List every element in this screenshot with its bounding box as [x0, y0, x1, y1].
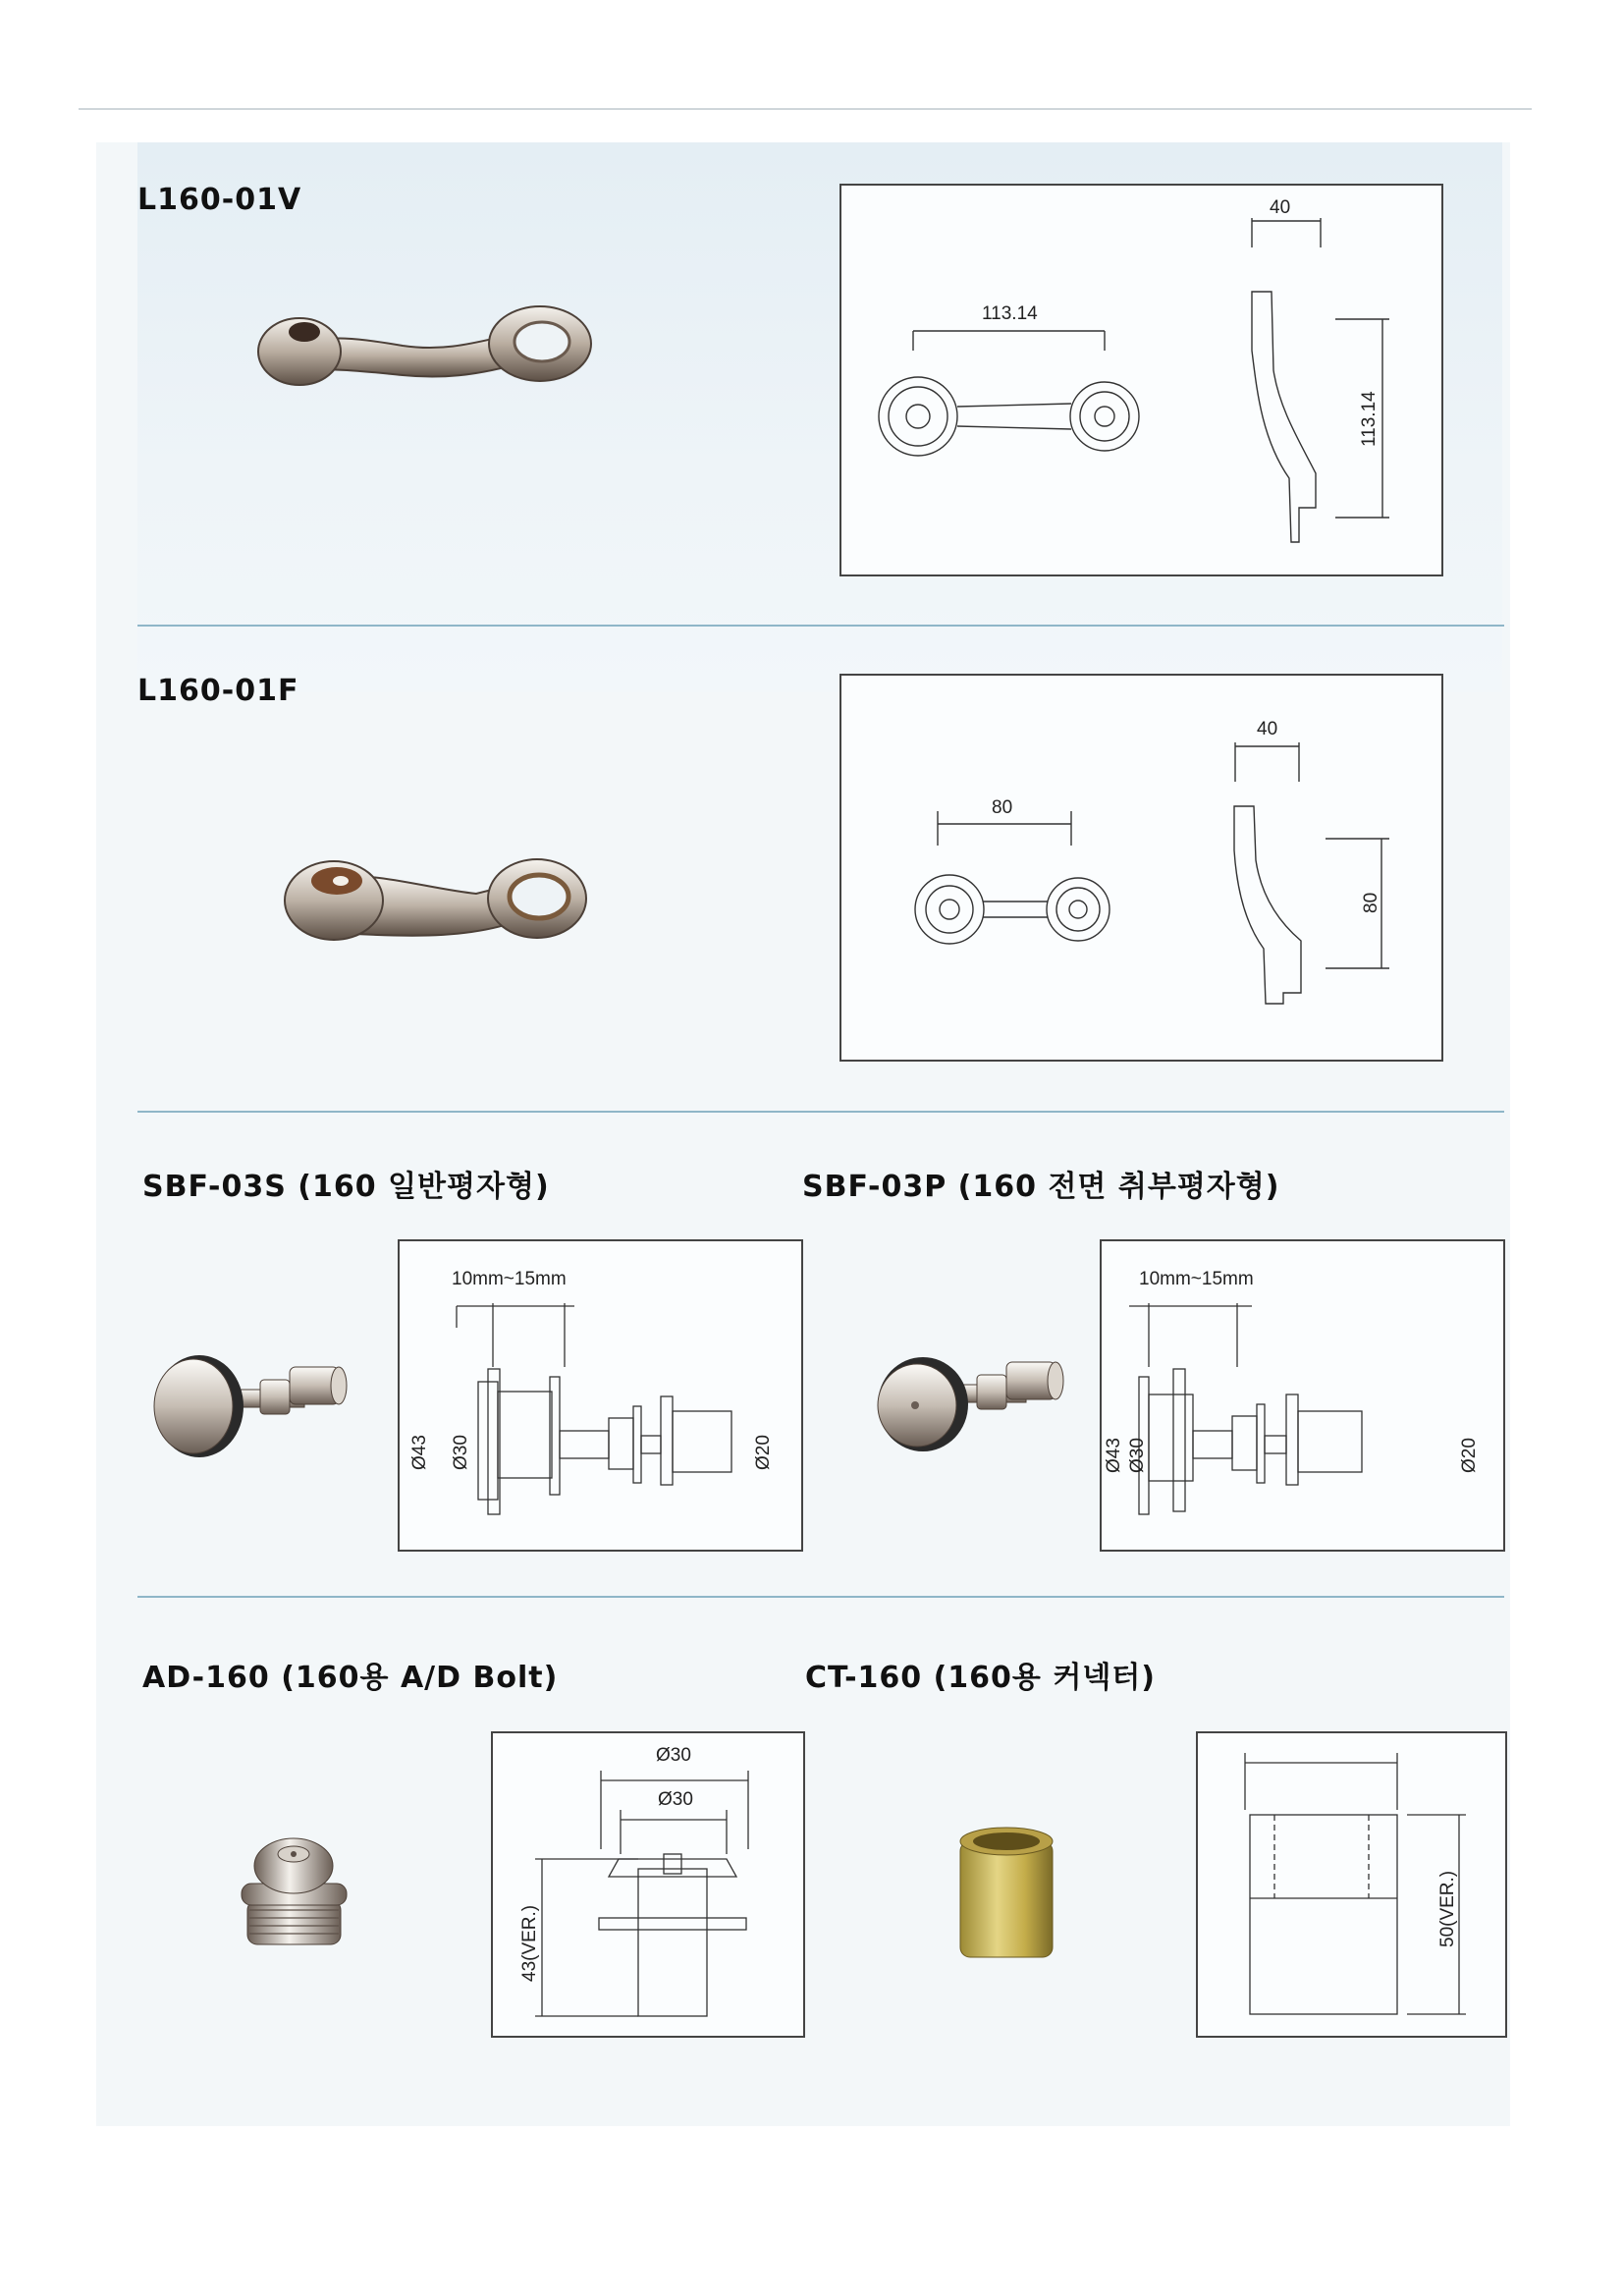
product-photo-l160-01f [280, 840, 594, 967]
dim-d1-sbf-03p: Ø43 [1104, 1438, 1124, 1473]
section-divider [137, 1596, 1504, 1598]
dim-d1-sbf-03s: Ø43 [409, 1435, 430, 1470]
dim-top-ad-160: Ø30 [656, 1745, 691, 1766]
product-photo-ad-160 [238, 1836, 351, 1964]
dim-height-ad-160: 43(VER.) [519, 1904, 540, 1982]
dim-height-l160-01f: 80 [1361, 892, 1381, 913]
technical-drawing-l160-01v [839, 184, 1443, 576]
dim-d3-sbf-03p: Ø20 [1459, 1438, 1480, 1473]
dim-range-sbf-03s: 10mm~15mm [452, 1269, 567, 1289]
technical-drawing-sbf-03p [1100, 1239, 1505, 1552]
dim-inner-ad-160: Ø30 [658, 1789, 693, 1810]
section-title-l160-01f: L160-01F [137, 674, 299, 708]
product-photo-ct-160 [952, 1822, 1060, 1969]
section-divider [137, 625, 1504, 627]
section-title-sbf-03p: SBF-03P (160 전면 취부평자형) [802, 1170, 1280, 1204]
technical-drawing-l160-01f [839, 674, 1443, 1062]
dim-d2-sbf-03s: Ø30 [451, 1435, 471, 1470]
dim-thickness-l160-01v: 40 [1270, 197, 1291, 218]
product-photo-sbf-03s [152, 1336, 353, 1473]
dim-width-l160-01f: 80 [992, 797, 1013, 818]
dim-width-l160-01v: 113.14 [982, 303, 1038, 324]
dim-height-ct-160: 50(VER.) [1437, 1870, 1458, 1947]
product-photo-l160-01v [255, 285, 599, 412]
dim-d2-sbf-03p: Ø30 [1127, 1438, 1148, 1473]
technical-drawing-ct-160 [1196, 1731, 1507, 2038]
section-title-sbf-03s: SBF-03S (160 일반평자형) [142, 1170, 550, 1204]
dim-d3-sbf-03s: Ø20 [753, 1435, 774, 1470]
section-title-l160-01v: L160-01V [137, 183, 302, 217]
technical-drawing-sbf-03s [398, 1239, 803, 1552]
product-photo-sbf-03p [874, 1340, 1070, 1468]
section-title-ad-160: AD-160 (160용 A/D Bolt) [142, 1661, 559, 1695]
top-rule [79, 108, 1532, 110]
section-title-ct-160: CT-160 (160용 커넥터) [805, 1661, 1156, 1695]
dim-range-sbf-03p: 10mm~15mm [1139, 1269, 1254, 1289]
dim-thickness-l160-01f: 40 [1257, 719, 1278, 739]
section-divider [137, 1111, 1504, 1113]
dim-height-l160-01v: 113.14 [1359, 391, 1380, 447]
technical-drawing-ad-160 [491, 1731, 805, 2038]
